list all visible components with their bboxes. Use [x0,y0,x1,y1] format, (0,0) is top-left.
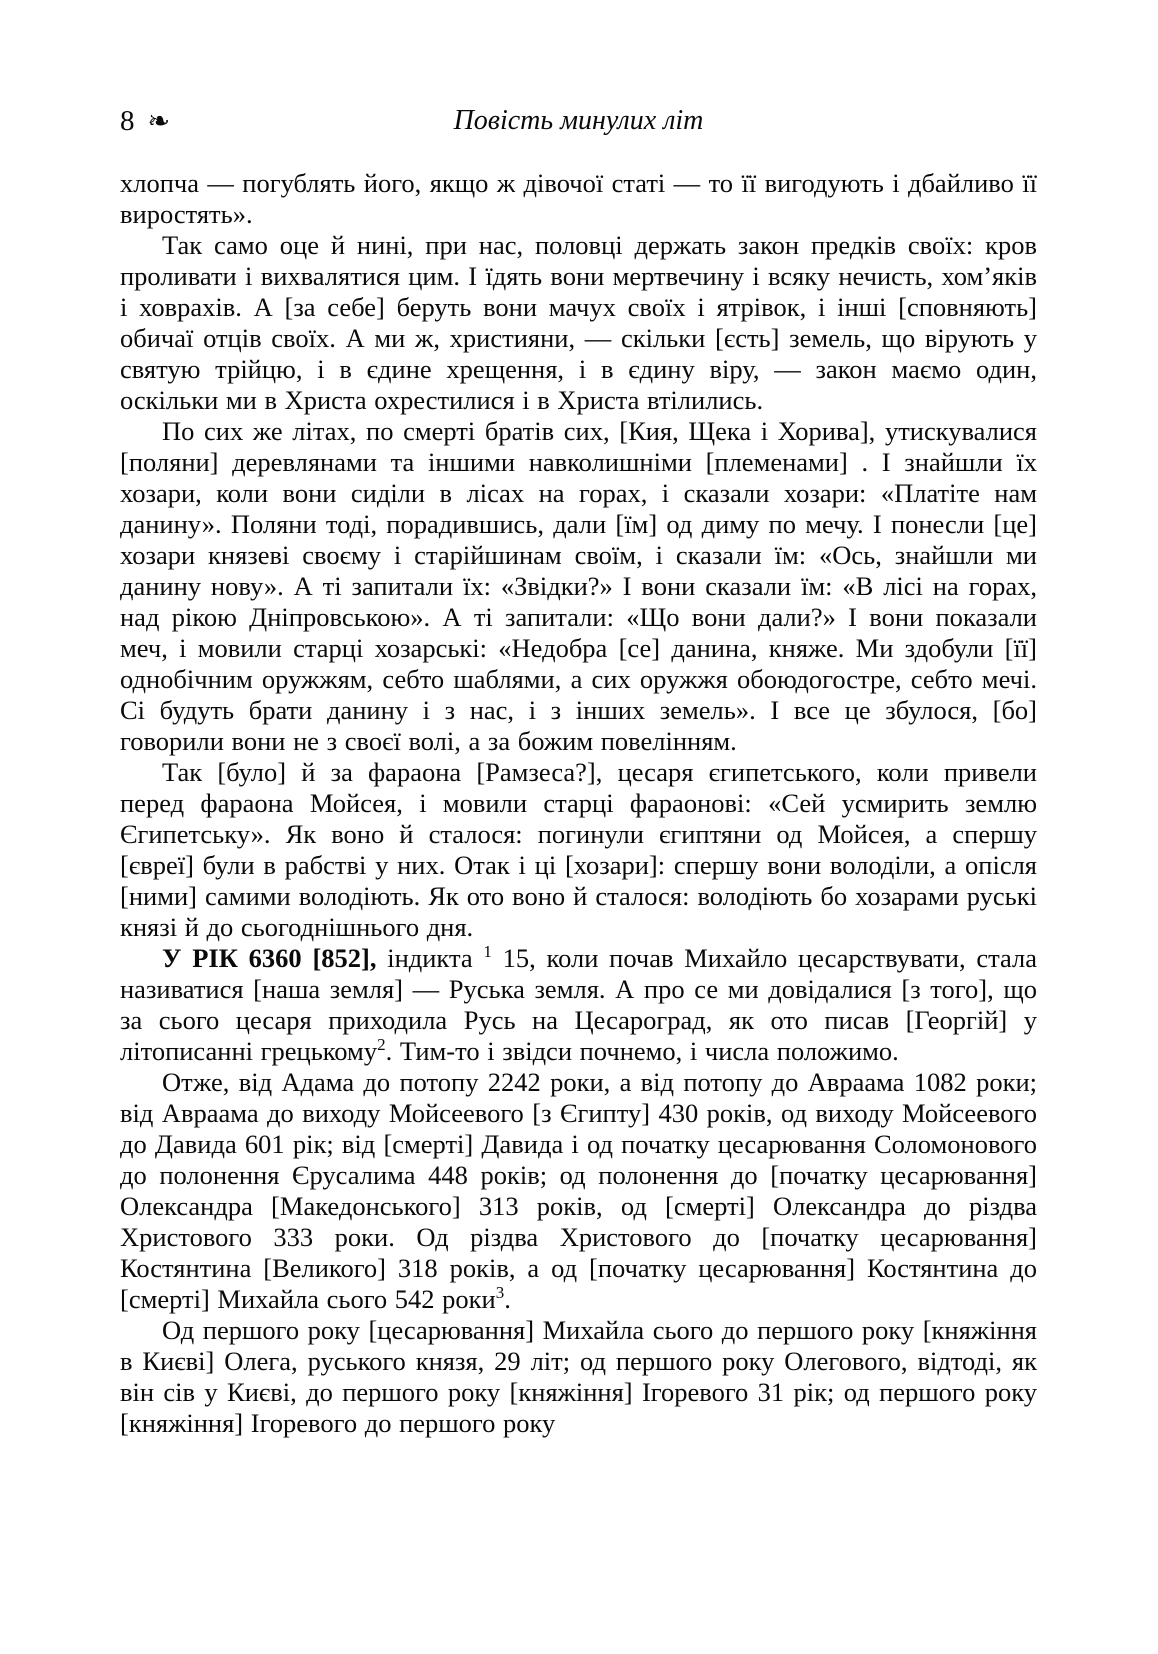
paragraph [120,943,1037,1067]
page-header [120,104,1037,144]
paragraph [120,757,1037,943]
page-body [120,168,1037,1439]
footnote-ref: 3 [495,1283,505,1303]
text-segment: Так само оце й нині, при нас, половці держать закон предків своїх: кров проливати і вихвалятися цим. І їдять вони мертвечину і всяку нечисть, хом’яків і ховрахів. А [за себе] беруть вони мачух своїх і ятрівок, і інші [сповняють] обичаї отців своїх. А ми ж, християни, — скільки [єсть] земель, що вірують у святую трійцю, і в єдине хрещення, і в єдину віру, — закон маємо один, оскільки ми в Христа охрестилися і в Христа втілились. [120,230,1037,415]
text-segment: хлопча — погублять його, якщо ж дівочої статі — то її вигодують і дбайливо її виростять». [120,168,1037,229]
paragraph [120,168,1037,230]
text-segment: індикта [376,943,484,973]
text-segment: 15, коли почав Михайло цесарствувати, стала називатися [наша земля] — Руська земля. А про се ми довідалися [з того], що за сього цесаря приходила Русь на Цесароград, як ото писав [Георгій] у літописанні грецькому [120,943,1037,1066]
page-number: 8 [120,105,136,137]
year-heading: У РІК 6360 [852], [162,943,377,973]
paragraph [120,230,1037,416]
paragraph [120,416,1037,757]
text-segment: Отже, від Адама до потопу 2242 роки, а від потопу до Авраама 1082 роки; від Авраама до виходу Мойсеевого [з Єгипту] 430 років, од виходу Мойсеевого до Давида 601 рік; від [смерті] Давида і од початку цесарювання Соломонового до полонення Єрусалима 448 років; од полонення до [початку цесарювання] Олександра [Македонського] 313 років, од [смерті] Олександра до різдва Христового 333 роки. Од різдва Христового до [початку цесарювання] Костянтина [Великого] 318 років, а од [початку цесарювання] Костянтина до [смерті] Михайла сього 542 роки [120,1067,1037,1314]
footnote-ref: 1 [483,942,492,962]
fleuron-ornament-icon: ❧ [147,106,171,136]
page-content [120,104,1037,1439]
text-segment: . Тим-то і звідси почнемо, і числа положимо. [385,1036,899,1066]
text-segment: Так [було] й за фараона [Рамзеса?], цесаря єгипетського, коли привели перед фараона Мойсея, і мовили старці фараонові: «Сей усмирить землю Єгипетську». Як воно й сталося: погинули єгиптяни од Мойсея, а спершу [євреї] були в рабстві у них. Отак і ці [хозари]: спершу вони володіли, а опісля [ними] самими володіють. Як ото воно й сталося: володіють бо хозарами руські князі й до сьогоднішнього дня. [120,757,1037,942]
footnote-ref: 2 [377,1035,386,1055]
running-title: Повість минулих літ [453,105,704,136]
paragraph [120,1067,1037,1315]
text-segment: По сих же літах, по смерті братів сих, [Кия, Щека і Хорива], утискувалися [поляни] деревлянами та іншими навколишніми [племенами] . І знайшли їх хозари, коли вони сиділи в лісах на горах, і сказали хозари: «Платіте нам данину». Поляни тоді, порадившись, дали [їм] од диму по мечу. І понесли [це] хозари князеві своєму і старійшинам своїм, і сказали їм: «Ось, знайшли ми данину нову». А ті запитали їх: «Звідки?» І вони сказали їм: «В лісі на горах, над рікою Дніпровською». А ті запитали: «Що вони дали?» І вони показали меч, і мовили старці хозарські: «Недобра [се] данина, княже. Ми здобули [її] однобічним оружжям, себто шаблями, а сих оружжя обоюдогостре, себто мечі. Сі будуть брати данину і з нас, і з інших земель». І все це збулося, [бо] говорили вони не з своєї волі, а за божим повелінням. [120,416,1037,756]
paragraph [120,1315,1037,1439]
text-segment: Од першого року [цесарювання] Михайла сього до першого року [княжіння в Києві] Олега, руського князя, 29 літ; од першого року Олегового, відтоді, як він сів у Києві, до першого року [княжіння] Ігоревого 31 рік; од першого року [княжіння] Ігоревого до першого року [120,1315,1037,1438]
text-segment: . [504,1284,511,1314]
